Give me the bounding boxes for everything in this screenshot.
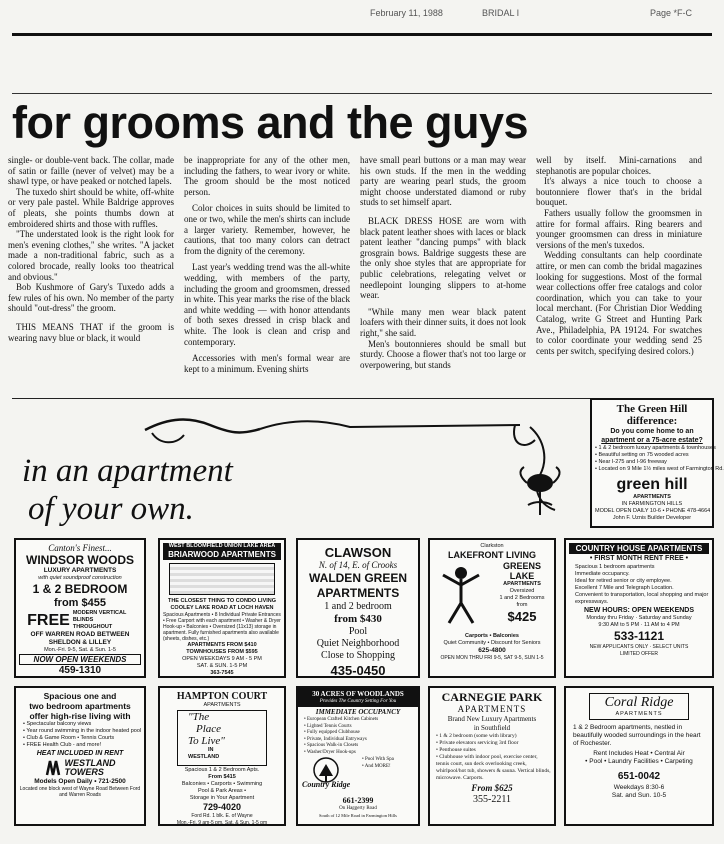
ad-heading: The Green Hill	[616, 403, 688, 415]
ad-bullet: • Penthouse suites	[436, 747, 476, 753]
ad-line: APARTMENTS	[615, 711, 663, 717]
paragraph: Men's boutonnieres should be small but sturdy. Choose a flower that's not too large or overpowering, but stands	[360, 338, 526, 370]
ad-phone: Models Open Daily • 721-2500	[34, 778, 126, 785]
ad-headline: two bedroom apartments	[29, 701, 131, 711]
ad-description: 1 & 2 Bedroom apartments, nestled in beautifully wooded surroundings in the heart of Rochester.	[573, 724, 701, 747]
ad-phone: 661-2399	[342, 796, 374, 805]
ad-line: Rent Includes Heat • Central Air	[593, 750, 685, 757]
ad-brand-name: WINDSOR WOODS	[26, 553, 134, 567]
ad-brand-name: Coral Ridge	[604, 695, 674, 710]
ad-line: with quiet soundproof construction	[38, 575, 122, 581]
ad-bullet: • Clubhouse with indoor pool, exercise center, tennis court, sun deck overlooking creek, whirlpool/hot tub, showers & sauna. Vertical blinds, microwave. Carports.	[436, 754, 551, 781]
ad-brand-name: CARNEGIE PARK	[441, 690, 543, 704]
ad-body	[433, 561, 551, 633]
ad-location: Located one block west of Wayne Road Between Ford and Warren Roads	[19, 786, 141, 798]
ad-line: 1 and 2 bedroom	[324, 601, 392, 612]
ad-slogan: To Live"	[188, 735, 225, 747]
ad-phone: 533-1121	[613, 629, 665, 643]
ad-subheading: Do you come home to an	[610, 428, 694, 435]
ad-bullets	[298, 717, 418, 756]
towers-logo-icon	[45, 760, 61, 776]
ad-price: From $415	[208, 774, 236, 780]
header-date: February 11, 1988	[370, 8, 443, 18]
ad-hours-heading: NEW HOURS: OPEN WEEKENDS	[583, 607, 695, 614]
ad-line: Pool & Park Areas •	[197, 788, 247, 794]
ad-greens-lake	[428, 538, 556, 678]
ad-details	[489, 561, 555, 624]
ad-hampton-court	[158, 686, 286, 826]
ad-phone: 363-7545	[210, 670, 234, 676]
ad-bullet: • Near I-275 and I-96 freeway	[595, 459, 667, 465]
ad-line: Oversized	[509, 588, 535, 594]
article-column-2	[184, 155, 350, 374]
ad-line: LUXURY APARTMENTS	[43, 567, 117, 574]
ad-line: Quiet Community • Discount for Seniors	[443, 640, 541, 646]
article-column-3	[360, 155, 526, 370]
ad-bullet: • Year round swimming in the indoor heated pool	[23, 728, 142, 734]
ad-price: from $455	[54, 597, 106, 609]
ad-line: SHELDON & LILLEY	[48, 639, 112, 646]
ad-banner	[298, 688, 418, 707]
paragraph: be inappropriate for any of the other men, including the fathers, to wear ivory or white. The groom should be the most noticed person.	[184, 155, 350, 197]
ad-price: from $430	[334, 613, 382, 625]
ad-location: Ford Rd. 1 blk. E. of Wayne	[191, 813, 253, 819]
headline: for grooms and the guys	[12, 97, 529, 148]
ad-brand-name: Country Ridge	[302, 780, 351, 789]
paragraph: THIS MEANS THAT if the groom is wearing navy blue or black, it would	[8, 321, 174, 343]
paragraph: The tuxedo shirt should be white, off-white or very pale pastel. While Baldrige approves of pleats, she points thumbs down at embroidered shirts and those with ruffles.	[8, 186, 174, 229]
ad-line: Excellent 7 Mile and Telegraph Location.	[575, 585, 674, 591]
article-column-1	[8, 155, 174, 343]
ad-green-hill	[590, 398, 724, 528]
ad-hours: OPEN WEEKDAYS 9 AM - 5 PM	[182, 656, 262, 662]
ad-line: Ideal for retired senior or city employee.	[575, 578, 672, 584]
page-header	[0, 4, 724, 20]
ad-brand-name: BRIARWOOD APARTMENTS	[163, 550, 281, 560]
ad-line: LAKEFRONT LIVING	[448, 550, 536, 560]
paragraph: Last year's wedding trend was the all-white wedding, with members of the party, including the groom and groomsmen, dressed in white. This year marks the rise of the black and white wedding — with honor attendants of both sexes dressed in crisp black and white. The look is clean and crisp and contemporary.	[184, 262, 350, 347]
ad-slogan: "The	[188, 711, 210, 723]
ad-bullet: • 1 & 2 bedroom (some with library)	[436, 733, 517, 739]
ad-line: MODERN VERTICAL BLINDS THROUGHOUT	[72, 610, 127, 630]
ad-line: WEST BLOOMFIELD UNION LAKE AREA	[163, 543, 281, 550]
ad-line: in Southfield	[473, 724, 511, 732]
ad-line: THE CLOSEST THING TO CONDO LIVING	[167, 598, 277, 604]
ad-phone: 729-4020	[202, 802, 242, 812]
ad-westland-towers	[14, 686, 146, 826]
ad-brand-name: GREENS	[502, 561, 541, 571]
ad-hours: OPEN MON THRU FRI 9-5, SAT 9-5, SUN 1-5	[440, 655, 544, 661]
ad-location: On Haggerty Road	[339, 806, 377, 811]
header-section: BRIDAL I	[482, 8, 520, 18]
ad-briarwood	[158, 538, 286, 678]
ad-phone: 625-4800	[478, 647, 506, 654]
ad-brand-name: WESTLAND	[64, 758, 116, 768]
top-rule	[12, 33, 712, 36]
ad-offer	[19, 610, 141, 631]
ad-line: Quiet Neighborhood	[316, 638, 400, 649]
ad-bullets	[595, 445, 724, 473]
ad-description: Spacious Apartments • 8 Individual Private Entrances • Free Carport with each apartment • Washer & Dryer Hook-up • Balconies • Oversized (11x13) storage in apartment. Fully furnished apartments also available (sheets, dishes, etc.)	[163, 612, 281, 642]
ad-line: APARTMENTS	[503, 581, 541, 587]
paragraph: Color choices in suits should be limited to one or two, while the men's shirts can include a larger variety. Remember, however, he cautions, that too many colors can detract from the dignity of the ceremony.	[184, 203, 350, 256]
ad-coral-ridge	[564, 686, 714, 826]
ad-bullet: • Spectacular balcony views	[23, 721, 92, 727]
ad-headline: 30 ACRES OF WOODLANDS	[312, 690, 404, 698]
ad-line: NEW APPLICANTS ONLY · SELECT UNITS	[589, 644, 689, 650]
paragraph: It's always a nice touch to choose a boutonniere flower that's in the bridal bouquet.	[536, 176, 702, 208]
ad-bullet: • European Crafted Kitchen Cabinets	[304, 717, 379, 722]
ad-slogan-box	[177, 710, 267, 766]
ad-brand-name: HAMPTON COURT	[176, 691, 268, 702]
ad-logo	[19, 759, 141, 777]
ad-bullet: • Beautiful setting on 75 wooded acres	[595, 452, 689, 458]
ad-carnegie-park	[428, 686, 556, 826]
ad-windsor-woods	[14, 538, 146, 678]
promo-line-1: in an apartment	[22, 453, 233, 489]
ad-bullet: • Club & Game Room • Tennis Courts	[23, 735, 115, 741]
ad-phone: 435-0450	[330, 663, 386, 678]
paragraph: have small pearl buttons or a man may wear his own studs. If the men in the wedding party are wearing pearl studs, the groom might choose understated diamond or ruby studs to set himself apart.	[360, 155, 526, 208]
ad-heading: difference:	[626, 415, 678, 427]
ad-hours: SAT. & SUN. 1-5 PM	[196, 663, 248, 669]
ad-city: WESTLAND	[188, 754, 220, 760]
ad-developer: John F. Uznis Builder Developer	[612, 515, 692, 521]
ad-bullet: • Washer/Dryer Hook-ups	[304, 749, 356, 755]
ad-offer: HEAT INCLUDED IN RENT	[36, 750, 124, 757]
ad-line: Balconies • Carports • Swimming	[181, 781, 263, 787]
ad-hours: MODEL OPEN DAILY 10-6 • PHONE 478-4664	[595, 508, 711, 514]
ad-line: 1 and 2 Bedrooms	[499, 595, 545, 601]
ad-line: Spacious 1 & 2 Bedroom Apts.	[184, 767, 260, 773]
paragraph: "While many men wear black patent loafers with their dinner suits, it does not look right," she said.	[360, 306, 526, 338]
ad-offer: • FIRST MONTH RENT FREE •	[589, 555, 689, 562]
ad-headline: offer high-rise living with	[29, 711, 131, 721]
ad-bullet: • Fully equipped Clubhouse	[304, 730, 360, 735]
ad-brand-name: WALDEN GREEN	[308, 571, 407, 585]
ad-subheadline: Provides The Country Setting For You	[319, 699, 397, 704]
ad-location: South of 12 Mile Road in Farmington Hills	[319, 813, 397, 818]
paragraph: well by itself. Mini-carnations and stephanotis are popular choices.	[536, 155, 702, 176]
ad-bullet: • 1 & 2 bedroom luxury apartments & townhouses	[595, 445, 716, 451]
ad-subheading: apartment or a 75-acre estate?	[601, 437, 703, 444]
ad-bullet: • Lighted Tennis Courts	[304, 723, 352, 729]
ad-line: COOLEY LAKE ROAD AT LOCH HAVEN	[170, 605, 274, 611]
ad-hours: Mon.-Fri. 9 am-5 pm, Sat. & Sun. 1-5 pm	[176, 820, 268, 826]
ad-bullet: • Private, Individual Entryways	[304, 736, 367, 742]
paragraph: Wedding consultants can help coordinate attire, or men can comb the bridal magazines looking for suggestions. Most of the formal wear collections offer free catalogs and color coordination, which you can take to your local merchant. (For Christian Dior Wedding Catalog, write G Street and Hunting Park Ave., Philadelphia, PA 19124. For swatches to color coordinate your wedding send 25 cents per switch, specifying desired colors.)	[536, 250, 702, 356]
ad-hours: Sat. and Sun. 10-5	[611, 792, 667, 799]
ad-price: APARTMENTS FROM $410	[187, 642, 257, 648]
ad-line: Close to Shopping	[321, 650, 395, 661]
building-illustration-icon	[169, 563, 275, 595]
ad-details	[569, 564, 709, 606]
ad-line: Brand New Luxury Apartments	[447, 715, 537, 723]
ad-slogan: Place	[196, 723, 222, 735]
ad-line: Convenient to transportation, local shopping and major expressways.	[575, 592, 709, 605]
ad-price: From $625	[471, 783, 513, 793]
promo-title	[22, 452, 332, 528]
ad-line: APARTMENTS	[203, 702, 241, 708]
ad-line: IN	[208, 747, 214, 753]
ad-phone: 355-2211	[473, 794, 511, 805]
ad-brand-sub: IN FARMINGTON HILLS	[621, 501, 683, 507]
ad-bullet: • Spacious Walk-in Closets	[304, 743, 359, 748]
ad-logo-area	[298, 756, 418, 796]
ad-bullet: • FREE Health Club - and more!	[23, 742, 102, 748]
paragraph: single- or double-vent back. The collar, made of satin or faille (never of velvet) may be a shawl type, or have peaked or notched lapels.	[8, 155, 174, 187]
ad-bullets	[433, 733, 551, 782]
ad-line: Pool	[348, 626, 368, 637]
ad-location: N. of 14, E. of Crooks	[318, 560, 398, 570]
ad-line: • Pool • Laundry Facilities • Carpeting	[585, 758, 693, 765]
ad-price: TOWNHOUSES FROM $595	[186, 649, 258, 655]
ad-country-ridge	[296, 686, 420, 826]
ad-free-label: FREE	[27, 611, 70, 629]
ad-line: Canton's Finest...	[48, 543, 112, 553]
header-page-number: Page *F-C	[650, 8, 693, 18]
ad-bullet: • Pool With Spa	[362, 757, 394, 762]
ad-phone: 651-0042	[617, 771, 661, 782]
ad-walden-green	[296, 538, 420, 678]
ad-logo	[589, 693, 689, 720]
promo-line-2: of your own.	[28, 491, 194, 527]
ad-brand-name: green hill	[616, 476, 688, 493]
paragraph: Bob Kushmore of Gary's Tuxedo adds a few rules of his own. No member of the party should "out-dress" the groom.	[8, 282, 174, 314]
paragraph: BLACK DRESS HOSE are worn with black patent leather shoes with laces or black patent leather "dancing pumps" with black grosgrain bows. Baldrige suggests these are the only shoe styles that are appropriate for public celebrations, relegating velvet or needlepoint lounging slippers to at-home wear.	[360, 215, 526, 301]
ad-line: Immediate occupancy.	[575, 571, 630, 577]
ad-bullets	[19, 721, 141, 749]
ad-bullet: • Private elevators servicing 3rd floor	[436, 740, 519, 746]
ad-brand-name: LAKE	[509, 571, 535, 581]
ad-country-house	[564, 538, 714, 678]
paragraph: Accessories with men's formal wear are kept to a minimum. Evening shirts	[184, 353, 350, 374]
article-column-4	[536, 155, 702, 356]
ad-line: OFF WARREN ROAD BETWEEN	[30, 631, 130, 638]
ad-city: CLAWSON	[324, 545, 392, 560]
ad-line: LIMITED OFFER	[619, 651, 659, 657]
ad-bullet: • Located on 9 Mile 1½ miles west of Farmington Rd.	[595, 466, 724, 472]
ad-bullet: • And MORE!	[362, 764, 391, 769]
paragraph: Fathers usually follow the groomsmen in attire for formal affairs. Ring bearers and younger groomsmen can dress in miniature versions of the men's tuxedos.	[536, 207, 702, 250]
ad-hours: Mon.-Fri. 9-5, Sat. & Sun. 1-5	[44, 647, 116, 653]
ad-extras	[362, 756, 394, 770]
ad-line: from	[516, 602, 528, 608]
figure-illustration-icon	[435, 565, 487, 627]
ad-brand-name: APARTMENTS	[316, 586, 400, 600]
ad-price: $425	[507, 609, 537, 624]
ad-line: NOW OPEN WEEKENDS	[19, 654, 141, 665]
ad-line: Carports • Balconies	[465, 633, 519, 639]
ad-headline: Spacious one and	[43, 691, 117, 701]
ad-brand-sub: APARTMENTS	[633, 494, 671, 500]
ad-hours: Weekdays 8:30-6	[613, 784, 665, 791]
headline-rule	[12, 93, 712, 94]
ad-hours: 9:30 AM to 5 PM · 11 AM to 4 PM	[598, 622, 680, 628]
ad-hours: Monday thru Friday · Saturday and Sunday	[586, 615, 692, 621]
ad-city: Clarkston	[480, 543, 504, 549]
ad-line: Storage in Your Apartment	[189, 795, 255, 801]
ad-line: APARTMENTS	[457, 704, 527, 714]
ad-brand-name: COUNTRY HOUSE APARTMENTS	[569, 543, 709, 554]
ad-line: Spacious 1 bedroom apartments	[575, 564, 655, 570]
ad-phone: 459-1310	[58, 665, 102, 676]
ad-offer: IMMEDIATE OCCUPANCY	[315, 708, 401, 716]
paragraph: "The understated look is the right look for men's evening clothes," she writes. "A jacket made a non-traditional fabric, such as a colored brocade, really looks too theatrical and obvious."	[8, 229, 174, 282]
ad-brand-name: TOWERS	[64, 767, 104, 777]
ad-line: 1 & 2 BEDROOM	[32, 582, 128, 596]
